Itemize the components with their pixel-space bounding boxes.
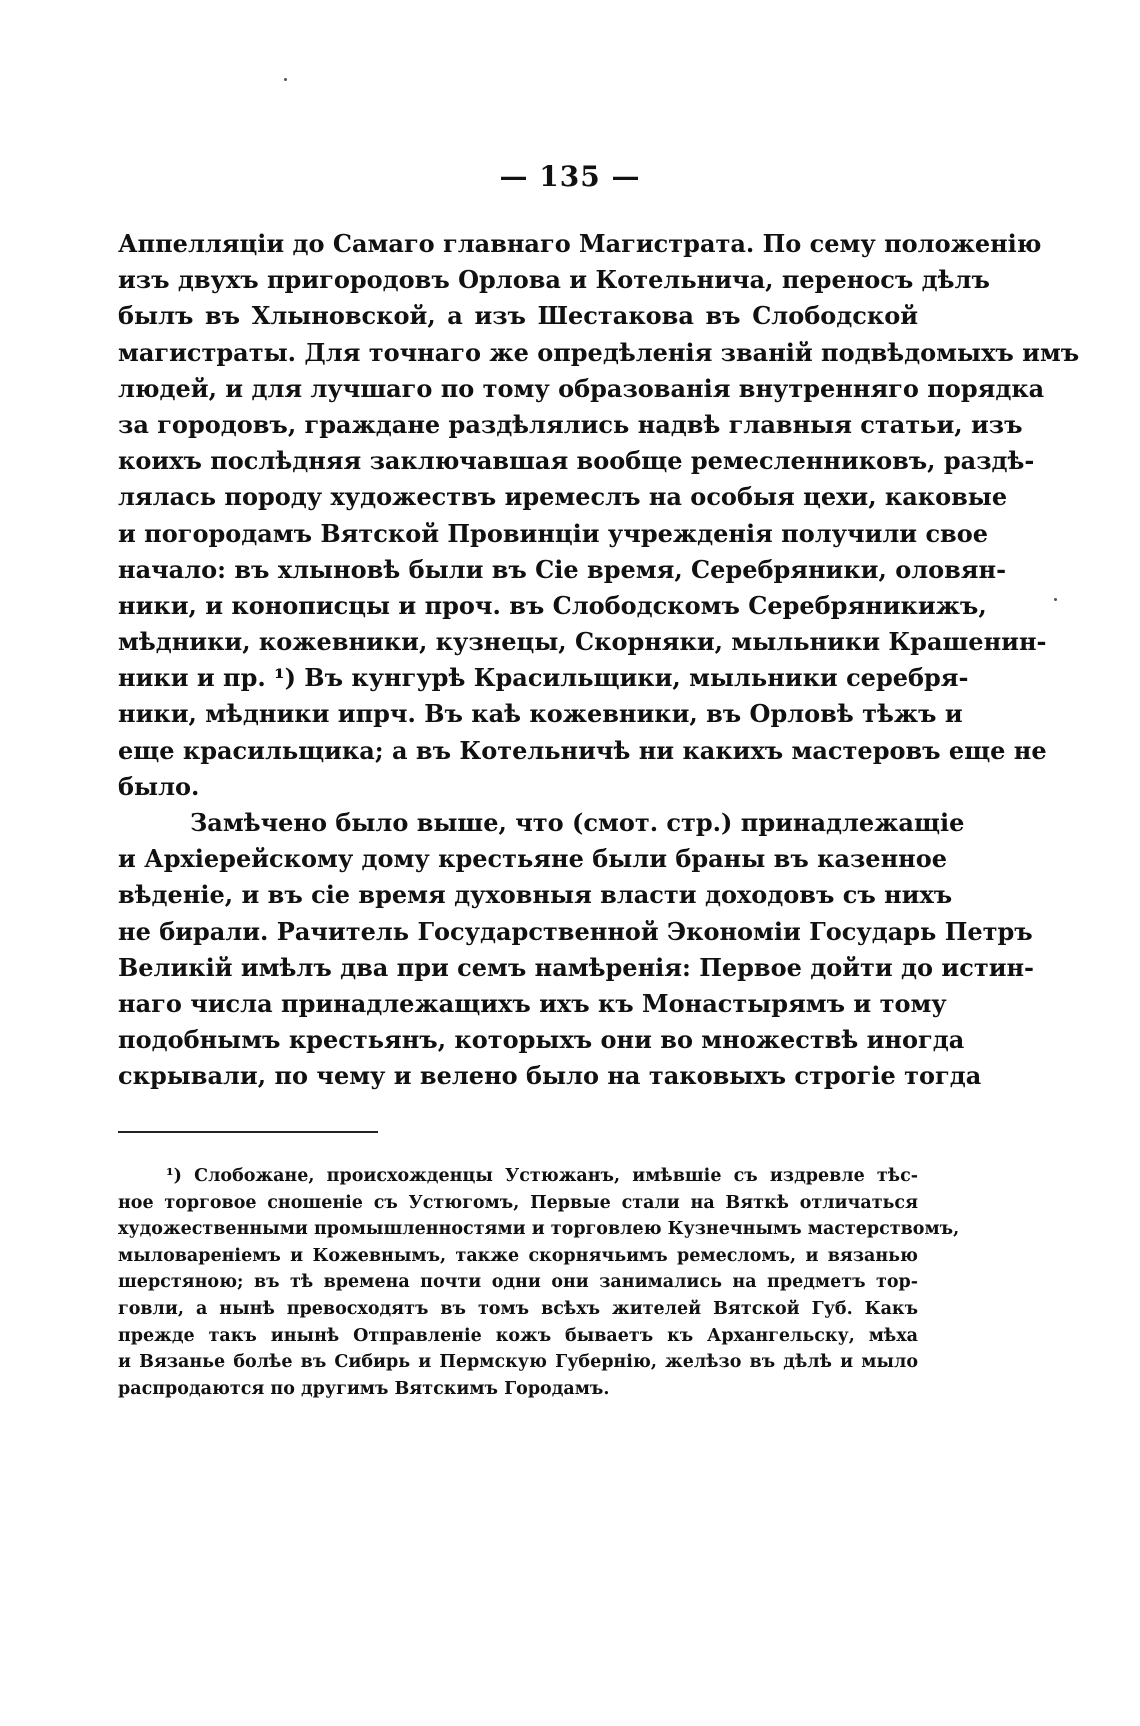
page-number: — 135 —	[499, 160, 641, 193]
text-line: еще красильщика; а въ Котельничѣ ни какихъ мастеровъ еще не	[118, 735, 1047, 765]
text-line: не бирали. Рачитель Государственной Экономіи Государь Петръ	[118, 916, 1033, 946]
footnote-block	[118, 1163, 960, 1402]
text-line: мѣдники, кожевники, кузнецы, Скорняки, мыльники Крашенин-	[118, 627, 1047, 657]
text-line: лялась породу художествъ иремеслъ на особыя цехи, каковые	[118, 482, 1008, 512]
text-line: коихъ послѣдняя заключавшая вообще ремесленниковъ, раздѣ-	[118, 446, 1035, 476]
text-line: изъ двухъ пригородовъ Орлова и Котельнича, переносъ дѣлъ	[118, 265, 990, 295]
text-line: Великій имѣлъ два при семъ намѣренія: Первое дойти до истин-	[118, 952, 1035, 982]
text-line: подобнымъ крестьянъ, которыхъ они во множествѣ иногда	[118, 1025, 965, 1055]
text-line: ники, и конописцы и проч. въ Слободскомъ Серебряникижъ,	[118, 590, 987, 620]
text-line: было.	[118, 771, 200, 801]
footnote-line: говли, а нынѣ превосходятъ въ томъ всѣхъ жителей Вятской Губ. Какъ	[118, 1298, 918, 1319]
footnote-divider	[118, 1131, 378, 1133]
text-line: ники и пр. ¹) Въ кунгурѣ Красильщики, мыльники серебря-	[118, 663, 969, 693]
text-line: людей, и для лучшаго по тому образованія внутренняго порядка	[118, 373, 1045, 403]
paper-speck	[284, 78, 287, 81]
text-line: за городовъ, граждане раздѣлялись надвѣ главныя статьи, изъ	[118, 409, 1023, 439]
text-line: скрывали, по чему и велено было на таковыхъ строгіе тогда	[118, 1061, 982, 1091]
text-line: Аппелляціи до Самаго главнаго Магистрата. По сему положенію	[118, 229, 1042, 258]
text-line: магистраты. Для точнаго же опредѣленія званій подвѣдомыхъ имъ	[118, 337, 1080, 367]
text-line: и погородамъ Вятской Провинціи учрежденія получили свое	[118, 518, 989, 548]
footnote-line: распродаются по другимъ Вятскимъ Городамъ.	[118, 1378, 610, 1399]
text-line: ники, мѣдники ипрч. Въ каѣ кожевники, въ Орловѣ тѣжъ и	[118, 699, 963, 729]
footnote-line: прежде такъ инынѣ Отправленіе кожъ бываетъ къ Архангельску, мѣха	[118, 1325, 918, 1346]
text-line: начало: въ хлыновѣ были въ Сіе время, Серебряники, оловян-	[118, 554, 1007, 584]
main-text-block	[118, 226, 1080, 1095]
paper-speck	[1054, 598, 1057, 601]
text-line: былъ въ Хлыновской, а изъ Шестакова въ Слободской	[118, 301, 918, 331]
footnote-line: шерстяною; въ тѣ времена почти одни они занимались на предметъ тор-	[118, 1272, 918, 1293]
text-line: и Архіерейскому дому крестьяне были браны въ казенное	[118, 844, 947, 874]
footnote-line: и Вязанье болѣе въ Сибирь и Пермскую Губернію, желѣзо въ дѣлѣ и мыло	[118, 1352, 918, 1373]
footnote-line: ¹) Слобожане, происхожденцы Устюжанъ, имѣвшіе съ издревле тѣс-	[166, 1166, 918, 1186]
footnote-line: ное торговое сношеніе съ Устюгомъ, Первые стали на Вяткѣ отличаться	[118, 1192, 918, 1213]
footnote-line: художественными промышленностями и торговлею Кузнечнымъ мастерствомъ,	[118, 1219, 960, 1240]
text-line: вѣденіе, и въ сіе время духовныя власти доходовъ съ нихъ	[118, 880, 953, 910]
footnote-line: мыловареніемъ и Кожевнымъ, также скорнячьимъ ремесломъ, и вязанью	[118, 1245, 918, 1266]
text-line: Замѣчено было выше, что (смот. стр.) принадлежащіе	[190, 808, 965, 837]
text-line: наго числа принадлежащихъ ихъ къ Монастырямъ и тому	[118, 988, 947, 1018]
